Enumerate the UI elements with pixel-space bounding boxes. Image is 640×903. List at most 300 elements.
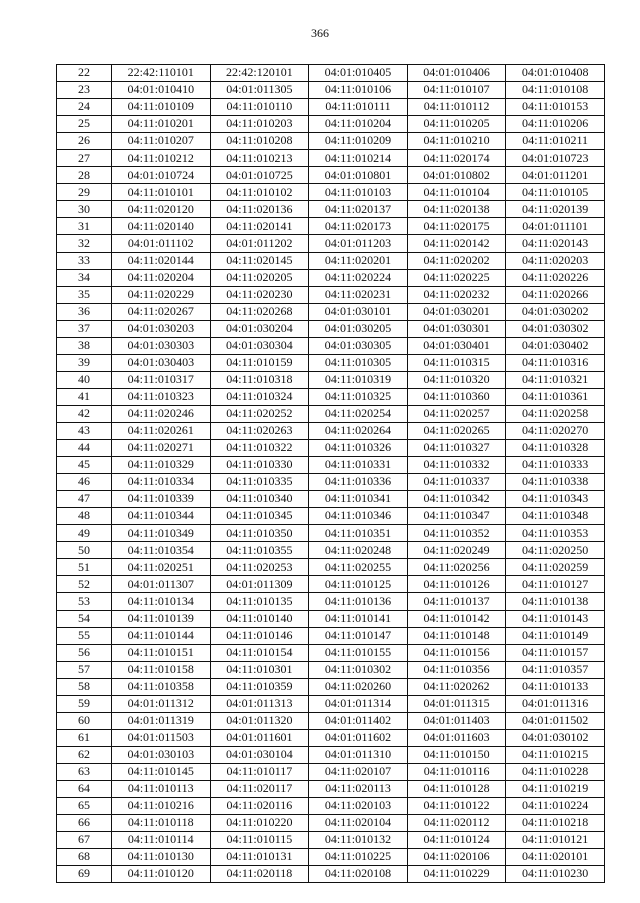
code-cell: 04:11:010135 xyxy=(210,593,309,610)
row-number-cell: 25 xyxy=(57,116,112,133)
code-cell: 04:01:011314 xyxy=(309,695,408,712)
row-number-cell: 23 xyxy=(57,82,112,99)
code-cell: 04:11:010103 xyxy=(309,184,408,201)
row-number-cell: 31 xyxy=(57,218,112,235)
code-cell: 04:01:011310 xyxy=(309,746,408,763)
code-cell: 04:11:010207 xyxy=(112,133,211,150)
code-cell: 04:11:010338 xyxy=(506,474,605,491)
code-cell: 04:01:011403 xyxy=(407,712,506,729)
row-number-cell: 62 xyxy=(57,746,112,763)
row-number-cell: 26 xyxy=(57,133,112,150)
code-cell: 04:01:011312 xyxy=(112,695,211,712)
code-cell: 04:11:010104 xyxy=(407,184,506,201)
code-cell: 04:11:020249 xyxy=(407,542,506,559)
code-cell: 04:11:010131 xyxy=(210,849,309,866)
code-cell: 04:11:010322 xyxy=(210,440,309,457)
row-number-cell: 48 xyxy=(57,508,112,525)
code-cell: 04:11:010212 xyxy=(112,150,211,167)
code-cell: 04:11:010149 xyxy=(506,627,605,644)
table-row xyxy=(57,99,605,116)
code-cell: 04:11:010210 xyxy=(407,133,506,150)
code-cell: 04:01:011602 xyxy=(309,729,408,746)
code-cell: 04:01:011603 xyxy=(407,729,506,746)
code-cell: 04:11:010345 xyxy=(210,508,309,525)
code-cell: 04:11:010113 xyxy=(112,780,211,797)
code-cell: 04:11:020139 xyxy=(506,201,605,218)
code-cell: 04:11:010145 xyxy=(112,763,211,780)
code-cell: 04:01:010724 xyxy=(112,167,211,184)
code-cell: 04:01:030104 xyxy=(210,746,309,763)
code-cell: 04:11:010142 xyxy=(407,610,506,627)
code-cell: 04:01:011102 xyxy=(112,235,211,252)
table-body xyxy=(57,65,605,883)
code-cell: 04:11:010328 xyxy=(506,440,605,457)
code-cell: 04:11:010122 xyxy=(407,798,506,815)
table-row xyxy=(57,150,605,167)
code-cell: 04:11:020224 xyxy=(309,269,408,286)
code-cell: 04:11:020253 xyxy=(210,559,309,576)
row-number-cell: 61 xyxy=(57,729,112,746)
table-row xyxy=(57,832,605,849)
code-cell: 04:11:020116 xyxy=(210,798,309,815)
code-cell: 04:11:020140 xyxy=(112,218,211,235)
code-cell: 04:11:020231 xyxy=(309,286,408,303)
code-cell: 04:11:020232 xyxy=(407,286,506,303)
code-cell: 04:11:010147 xyxy=(309,627,408,644)
row-number-cell: 59 xyxy=(57,695,112,712)
code-cell: 04:11:020112 xyxy=(407,815,506,832)
code-cell: 04:11:010359 xyxy=(210,678,309,695)
table-row xyxy=(57,678,605,695)
code-cell: 04:11:020101 xyxy=(506,849,605,866)
table-row xyxy=(57,320,605,337)
code-cell: 04:11:010347 xyxy=(407,508,506,525)
code-cell: 04:11:010130 xyxy=(112,849,211,866)
code-cell: 04:11:010124 xyxy=(407,832,506,849)
table-row xyxy=(57,133,605,150)
table-row xyxy=(57,82,605,99)
row-number-cell: 58 xyxy=(57,678,112,695)
code-cell: 04:11:010204 xyxy=(309,116,408,133)
code-cell: 04:01:011315 xyxy=(407,695,506,712)
code-cell: 04:11:010153 xyxy=(506,99,605,116)
table-row xyxy=(57,712,605,729)
code-cell: 04:01:011601 xyxy=(210,729,309,746)
code-cell: 04:11:010318 xyxy=(210,371,309,388)
code-cell: 04:11:020246 xyxy=(112,405,211,422)
table-row xyxy=(57,780,605,797)
code-cell: 04:11:020252 xyxy=(210,405,309,422)
code-cell: 04:11:020136 xyxy=(210,201,309,218)
code-cell: 04:11:010106 xyxy=(309,82,408,99)
table-row xyxy=(57,474,605,491)
code-cell: 04:11:020257 xyxy=(407,405,506,422)
code-cell: 04:11:010158 xyxy=(112,661,211,678)
code-cell: 04:01:011201 xyxy=(506,167,605,184)
code-cell: 04:11:010111 xyxy=(309,99,408,116)
code-cell: 04:11:010225 xyxy=(309,849,408,866)
code-cell: 04:11:010357 xyxy=(506,661,605,678)
table-row xyxy=(57,815,605,832)
code-cell: 04:01:010725 xyxy=(210,167,309,184)
code-cell: 04:11:020265 xyxy=(407,422,506,439)
code-cell: 04:01:030205 xyxy=(309,320,408,337)
code-cell: 04:01:010802 xyxy=(407,167,506,184)
code-cell: 04:11:020145 xyxy=(210,252,309,269)
code-cell: 04:11:010361 xyxy=(506,388,605,405)
row-number-cell: 33 xyxy=(57,252,112,269)
table-row xyxy=(57,457,605,474)
code-cell: 04:11:010339 xyxy=(112,491,211,508)
code-cell: 04:01:010410 xyxy=(112,82,211,99)
code-cell: 04:01:011305 xyxy=(210,82,309,99)
code-cell: 04:11:010112 xyxy=(407,99,506,116)
table-row xyxy=(57,371,605,388)
code-cell: 04:11:010305 xyxy=(309,354,408,371)
row-number-cell: 68 xyxy=(57,849,112,866)
code-cell: 04:11:020260 xyxy=(309,678,408,695)
code-cell: 04:11:020118 xyxy=(210,866,309,883)
code-cell: 04:11:020143 xyxy=(506,235,605,252)
row-number-cell: 49 xyxy=(57,525,112,542)
code-cell: 04:11:010114 xyxy=(112,832,211,849)
code-cell: 04:11:010126 xyxy=(407,576,506,593)
code-cell: 04:11:010138 xyxy=(506,593,605,610)
row-number-cell: 46 xyxy=(57,474,112,491)
code-cell: 04:11:010320 xyxy=(407,371,506,388)
table-row xyxy=(57,798,605,815)
row-number-cell: 42 xyxy=(57,405,112,422)
code-cell: 04:11:020258 xyxy=(506,405,605,422)
row-number-cell: 56 xyxy=(57,644,112,661)
code-cell: 04:11:010220 xyxy=(210,815,309,832)
code-cell: 04:01:030303 xyxy=(112,337,211,354)
table-row xyxy=(57,269,605,286)
table-row xyxy=(57,576,605,593)
table-row xyxy=(57,491,605,508)
row-number-cell: 53 xyxy=(57,593,112,610)
code-cell: 04:11:020226 xyxy=(506,269,605,286)
table-row xyxy=(57,201,605,218)
code-cell: 04:11:010358 xyxy=(112,678,211,695)
code-cell: 22:42:120101 xyxy=(210,65,309,82)
table-row xyxy=(57,422,605,439)
row-number-cell: 44 xyxy=(57,440,112,457)
row-number-cell: 39 xyxy=(57,354,112,371)
code-cell: 04:11:010340 xyxy=(210,491,309,508)
row-number-cell: 54 xyxy=(57,610,112,627)
table-row xyxy=(57,729,605,746)
code-cell: 04:11:020203 xyxy=(506,252,605,269)
code-cell: 04:11:010141 xyxy=(309,610,408,627)
code-cell: 04:11:010334 xyxy=(112,474,211,491)
table-row xyxy=(57,610,605,627)
code-cell: 04:11:020141 xyxy=(210,218,309,235)
code-cell: 04:01:011503 xyxy=(112,729,211,746)
code-cell: 04:11:020103 xyxy=(309,798,408,815)
row-number-cell: 32 xyxy=(57,235,112,252)
code-cell: 04:11:010329 xyxy=(112,457,211,474)
row-number-cell: 57 xyxy=(57,661,112,678)
code-cell: 04:01:030201 xyxy=(407,303,506,320)
code-cell: 04:11:010343 xyxy=(506,491,605,508)
code-cell: 04:11:010128 xyxy=(407,780,506,797)
code-cell: 04:11:020138 xyxy=(407,201,506,218)
code-cell: 04:11:020142 xyxy=(407,235,506,252)
code-cell: 04:11:010155 xyxy=(309,644,408,661)
code-cell: 04:01:010723 xyxy=(506,150,605,167)
code-cell: 04:11:020229 xyxy=(112,286,211,303)
code-cell: 04:11:010330 xyxy=(210,457,309,474)
code-cell: 04:11:020120 xyxy=(112,201,211,218)
row-number-cell: 55 xyxy=(57,627,112,644)
code-cell: 04:11:020117 xyxy=(210,780,309,797)
code-cell: 04:11:020250 xyxy=(506,542,605,559)
code-cell: 04:11:010219 xyxy=(506,780,605,797)
code-cell: 04:01:030403 xyxy=(112,354,211,371)
code-cell: 04:11:010360 xyxy=(407,388,506,405)
row-number-cell: 66 xyxy=(57,815,112,832)
code-cell: 04:11:010136 xyxy=(309,593,408,610)
code-cell: 04:01:011502 xyxy=(506,712,605,729)
row-number-cell: 24 xyxy=(57,99,112,116)
code-cell: 04:01:010406 xyxy=(407,65,506,82)
code-cell: 04:01:030304 xyxy=(210,337,309,354)
table-row xyxy=(57,286,605,303)
row-number-cell: 36 xyxy=(57,303,112,320)
row-number-cell: 63 xyxy=(57,763,112,780)
code-cell: 04:11:010335 xyxy=(210,474,309,491)
code-cell: 04:11:010319 xyxy=(309,371,408,388)
code-cell: 04:11:010349 xyxy=(112,525,211,542)
code-cell: 04:11:020108 xyxy=(309,866,408,883)
table-row xyxy=(57,235,605,252)
row-number-cell: 40 xyxy=(57,371,112,388)
code-cell: 04:11:010224 xyxy=(506,798,605,815)
code-cell: 04:11:020107 xyxy=(309,763,408,780)
code-cell: 04:11:010118 xyxy=(112,815,211,832)
code-cell: 04:11:010102 xyxy=(210,184,309,201)
row-number-cell: 43 xyxy=(57,422,112,439)
code-cell: 04:11:010201 xyxy=(112,116,211,133)
table-row xyxy=(57,542,605,559)
code-cell: 04:01:030305 xyxy=(309,337,408,354)
code-cell: 04:11:010350 xyxy=(210,525,309,542)
table-row xyxy=(57,627,605,644)
code-cell: 04:11:010154 xyxy=(210,644,309,661)
code-cell: 04:11:010327 xyxy=(407,440,506,457)
code-cell: 04:11:010315 xyxy=(407,354,506,371)
code-cell: 04:11:020254 xyxy=(309,405,408,422)
code-cell: 04:11:010127 xyxy=(506,576,605,593)
code-cell: 04:11:010143 xyxy=(506,610,605,627)
code-cell: 04:11:010332 xyxy=(407,457,506,474)
row-number-cell: 41 xyxy=(57,388,112,405)
code-cell: 04:11:010331 xyxy=(309,457,408,474)
code-cell: 04:01:030302 xyxy=(506,320,605,337)
code-cell: 04:11:020270 xyxy=(506,422,605,439)
code-cell: 04:11:010346 xyxy=(309,508,408,525)
table-row xyxy=(57,644,605,661)
table-row xyxy=(57,695,605,712)
code-cell: 04:11:020261 xyxy=(112,422,211,439)
row-number-cell: 35 xyxy=(57,286,112,303)
code-cell: 04:11:010137 xyxy=(407,593,506,610)
code-cell: 04:01:030301 xyxy=(407,320,506,337)
table-row xyxy=(57,849,605,866)
table-row xyxy=(57,218,605,235)
code-cell: 04:11:010317 xyxy=(112,371,211,388)
code-cell: 04:11:010348 xyxy=(506,508,605,525)
code-cell: 04:11:010215 xyxy=(506,746,605,763)
code-cell: 04:11:010105 xyxy=(506,184,605,201)
code-cell: 04:11:010321 xyxy=(506,371,605,388)
code-cell: 04:11:010333 xyxy=(506,457,605,474)
code-cell: 04:11:020202 xyxy=(407,252,506,269)
code-cell: 04:11:020255 xyxy=(309,559,408,576)
code-cell: 04:11:020267 xyxy=(112,303,211,320)
code-cell: 04:11:010125 xyxy=(309,576,408,593)
code-cell: 04:11:020256 xyxy=(407,559,506,576)
code-cell: 04:11:010353 xyxy=(506,525,605,542)
code-cell: 04:01:010801 xyxy=(309,167,408,184)
table-row xyxy=(57,167,605,184)
code-cell: 04:11:010214 xyxy=(309,150,408,167)
code-cell: 04:11:020173 xyxy=(309,218,408,235)
code-cell: 04:11:010133 xyxy=(506,678,605,695)
code-cell: 04:01:030101 xyxy=(309,303,408,320)
table-row xyxy=(57,508,605,525)
code-cell: 04:11:020106 xyxy=(407,849,506,866)
code-cell: 04:11:010134 xyxy=(112,593,211,610)
table-row xyxy=(57,354,605,371)
code-cell: 04:11:020175 xyxy=(407,218,506,235)
code-cell: 04:11:010109 xyxy=(112,99,211,116)
row-number-cell: 38 xyxy=(57,337,112,354)
code-cell: 04:01:011309 xyxy=(210,576,309,593)
row-number-cell: 50 xyxy=(57,542,112,559)
code-cell: 04:11:010203 xyxy=(210,116,309,133)
row-number-cell: 29 xyxy=(57,184,112,201)
code-cell: 04:11:010341 xyxy=(309,491,408,508)
table-row xyxy=(57,440,605,457)
code-cell: 04:01:010405 xyxy=(309,65,408,82)
row-number-cell: 37 xyxy=(57,320,112,337)
code-cell: 04:11:010159 xyxy=(210,354,309,371)
code-cell: 04:11:020113 xyxy=(309,780,408,797)
row-number-cell: 45 xyxy=(57,457,112,474)
code-cell: 04:01:011316 xyxy=(506,695,605,712)
code-cell: 04:01:011313 xyxy=(210,695,309,712)
code-cell: 04:11:010206 xyxy=(506,116,605,133)
code-cell: 04:11:010150 xyxy=(407,746,506,763)
row-number-cell: 34 xyxy=(57,269,112,286)
code-cell: 04:11:010151 xyxy=(112,644,211,661)
code-cell: 04:11:010132 xyxy=(309,832,408,849)
code-cell: 04:11:010356 xyxy=(407,661,506,678)
code-cell: 04:11:020201 xyxy=(309,252,408,269)
code-cell: 04:11:020248 xyxy=(309,542,408,559)
code-cell: 04:01:011402 xyxy=(309,712,408,729)
code-cell: 04:11:020271 xyxy=(112,440,211,457)
row-number-cell: 60 xyxy=(57,712,112,729)
table-row xyxy=(57,593,605,610)
code-cell: 04:11:010216 xyxy=(112,798,211,815)
row-number-cell: 65 xyxy=(57,798,112,815)
code-cell: 04:11:010156 xyxy=(407,644,506,661)
code-cell: 04:11:020251 xyxy=(112,559,211,576)
code-cell: 04:01:030204 xyxy=(210,320,309,337)
code-cell: 04:11:010146 xyxy=(210,627,309,644)
code-cell: 04:01:011203 xyxy=(309,235,408,252)
row-number-cell: 67 xyxy=(57,832,112,849)
code-cell: 04:11:010213 xyxy=(210,150,309,167)
code-cell: 04:11:010208 xyxy=(210,133,309,150)
table-row xyxy=(57,559,605,576)
table-row xyxy=(57,763,605,780)
code-cell: 04:01:030102 xyxy=(506,729,605,746)
code-cell: 04:01:011307 xyxy=(112,576,211,593)
row-number-cell: 64 xyxy=(57,780,112,797)
code-cell: 04:01:030203 xyxy=(112,320,211,337)
code-cell: 04:11:010140 xyxy=(210,610,309,627)
code-cell: 04:11:020268 xyxy=(210,303,309,320)
code-cell: 04:11:010323 xyxy=(112,388,211,405)
table-row xyxy=(57,252,605,269)
code-cell: 04:11:010209 xyxy=(309,133,408,150)
code-cell: 04:11:020137 xyxy=(309,201,408,218)
table-row xyxy=(57,65,605,82)
code-cell: 04:11:020204 xyxy=(112,269,211,286)
code-cell: 04:01:010408 xyxy=(506,65,605,82)
table-row xyxy=(57,746,605,763)
code-cell: 04:11:010205 xyxy=(407,116,506,133)
code-cell: 22:42:110101 xyxy=(112,65,211,82)
table-row xyxy=(57,661,605,678)
row-number-cell: 69 xyxy=(57,866,112,883)
table-row xyxy=(57,866,605,883)
table-row xyxy=(57,116,605,133)
code-cell: 04:11:010121 xyxy=(506,832,605,849)
code-cell: 04:11:010228 xyxy=(506,763,605,780)
code-cell: 04:11:010337 xyxy=(407,474,506,491)
row-number-cell: 22 xyxy=(57,65,112,82)
code-cell: 04:01:011320 xyxy=(210,712,309,729)
code-cell: 04:11:020174 xyxy=(407,150,506,167)
row-number-cell: 51 xyxy=(57,559,112,576)
code-cell: 04:11:020144 xyxy=(112,252,211,269)
code-cell: 04:11:010229 xyxy=(407,866,506,883)
code-cell: 04:11:010139 xyxy=(112,610,211,627)
row-number-cell: 47 xyxy=(57,491,112,508)
code-cell: 04:11:010302 xyxy=(309,661,408,678)
code-cell: 04:11:010120 xyxy=(112,866,211,883)
code-cell: 04:11:020225 xyxy=(407,269,506,286)
code-cell: 04:11:010144 xyxy=(112,627,211,644)
code-cell: 04:11:010211 xyxy=(506,133,605,150)
row-number-cell: 30 xyxy=(57,201,112,218)
row-number-cell: 27 xyxy=(57,150,112,167)
code-cell: 04:11:010110 xyxy=(210,99,309,116)
table-row xyxy=(57,337,605,354)
code-cell: 04:01:030202 xyxy=(506,303,605,320)
code-cell: 04:11:020262 xyxy=(407,678,506,695)
code-cell: 04:11:020205 xyxy=(210,269,309,286)
code-cell: 04:11:010148 xyxy=(407,627,506,644)
table-row xyxy=(57,525,605,542)
code-cell: 04:11:020266 xyxy=(506,286,605,303)
code-cell: 04:11:010101 xyxy=(112,184,211,201)
